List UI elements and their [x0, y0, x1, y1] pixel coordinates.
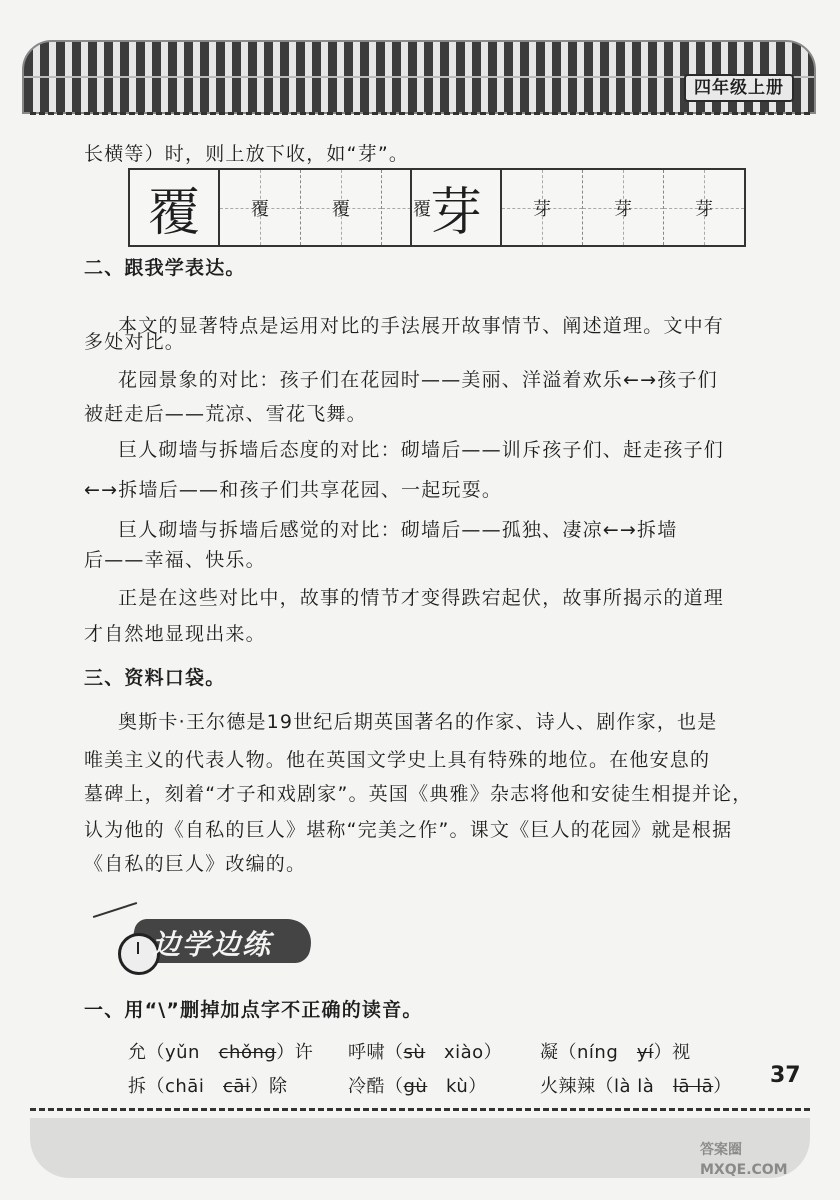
paragraph-line: 本文的显著特点是运用对比的手法展开故事情节、阐述道理。文中有 [118, 315, 725, 337]
exercise-item: 拆（chāi cāi）除 [128, 1076, 288, 1097]
paragraph-line: 多处对比。 [84, 331, 186, 353]
footer-dashed-divider [30, 1108, 810, 1111]
flag-icon [93, 902, 137, 918]
grid-small-char: 覆 [220, 170, 301, 245]
paragraph-line: 巨人砌墙与拆墙后感觉的对比：砌墙后——孤独、凄凉←→拆墙 [118, 519, 678, 541]
section3-heading: 三、资料口袋。 [84, 667, 226, 689]
paragraph-line: 奥斯卡·王尔德是19世纪后期英国著名的作家、诗人、剧作家，也是 [118, 711, 718, 733]
grid-small-char: 覆 [301, 170, 382, 245]
section2-heading: 二、跟我学表达。 [84, 257, 246, 279]
watermark: 答案圈 MXQE.COM [700, 1142, 788, 1178]
paragraph-line: 正是在这些对比中，故事的情节才变得跌宕起伏，故事所揭示的道理 [118, 587, 725, 609]
paragraph-line: 被赶走后——荒凉、雪花飞舞。 [84, 403, 367, 425]
paragraph-line: 后——幸福、快乐。 [84, 549, 266, 571]
exercise-item: 呼啸（sù xiào） [348, 1042, 503, 1063]
header-dashed-divider [30, 112, 810, 115]
paragraph-line: 唯美主义的代表人物。他在英国文学史上具有特殊的地位。在他安息的 [84, 749, 711, 771]
exercise-item: 火辣辣（là là lā lā） [540, 1076, 732, 1097]
paragraph-line: 认为他的《自私的巨人》堪称“完美之作”。课文《巨人的花园》就是根据 [84, 819, 733, 841]
exercise-item: 允（yǔn chǒng）许 [128, 1042, 314, 1063]
paragraph-line: 墓碑上，刻着“才子和戏剧家”。英国《典雅》杂志将他和安徒生相提并论， [84, 783, 753, 805]
paragraph-line: 《自私的巨人》改编的。 [84, 853, 307, 875]
intro-line: 长横等）时，则上放下收，如“芽”。 [84, 143, 410, 165]
grade-label: 四年级上册 [684, 74, 794, 102]
paragraph-line: 才自然地显现出来。 [84, 623, 266, 645]
page-number: 37 [770, 1063, 801, 1088]
grid-big-char: 覆 [130, 170, 220, 245]
footer-band [30, 1118, 810, 1178]
paragraph-line: 巨人砌墙与拆墙后态度的对比：砌墙后——训斥孩子们、赶走孩子们 [118, 439, 725, 461]
grid-big-char: 芽 [412, 170, 502, 245]
practice-banner [92, 905, 322, 975]
practice-grid-ya [410, 168, 746, 247]
exercise-item: 冷酷（gù kù） [348, 1076, 487, 1097]
banner-title: 边学边练 [152, 928, 273, 961]
exercise-item: 凝（níng yí）视 [540, 1042, 691, 1063]
paragraph-line: ←→拆墙后——和孩子们共享花园、一起玩耍。 [84, 479, 503, 501]
grid-small-char: 芽 [502, 170, 583, 245]
grid-small-char: 芽 [583, 170, 664, 245]
grid-small-char: 芽 [664, 170, 744, 245]
paragraph-line: 花园景象的对比：孩子们在花园时——美丽、洋溢着欢乐←→孩子们 [118, 369, 718, 391]
exercise-heading: 一、用“\”删掉加点字不正确的读音。 [84, 999, 423, 1021]
grid-small-char: 覆 [382, 170, 462, 245]
